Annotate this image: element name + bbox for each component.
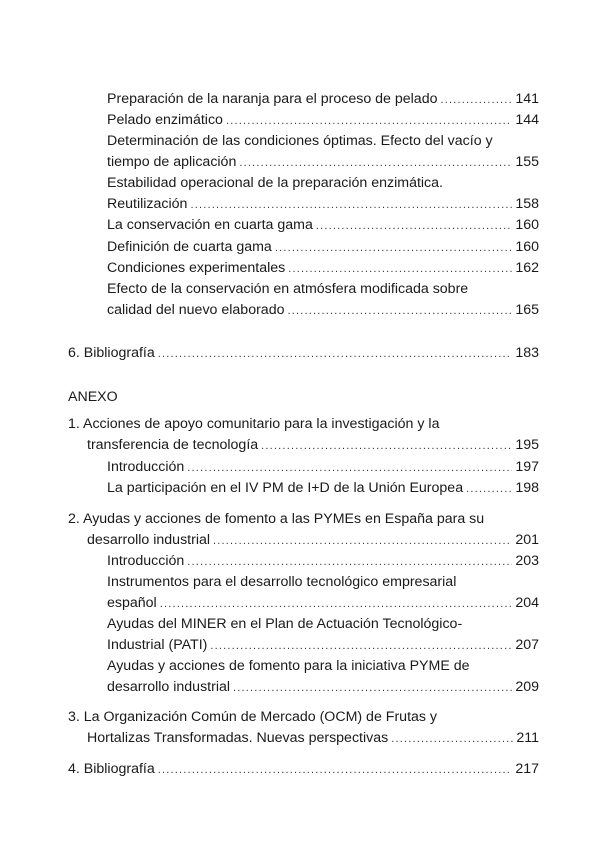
- leader-dots: [316, 218, 512, 232]
- toc-entry: [107, 195, 539, 215]
- toc-entry: [107, 259, 539, 279]
- toc-entry-continued: [107, 615, 539, 635]
- leader-dots: [160, 596, 513, 610]
- toc-entry-continued: [107, 132, 539, 152]
- toc-entry-title: 1. Acciones de apoyo comunitario para la investigación y la: [68, 416, 440, 432]
- leader-dots: [187, 460, 512, 474]
- leader-dots: [440, 92, 512, 106]
- toc-entry-title: Determinación de las condiciones óptimas. Efecto del vacío y: [107, 133, 493, 149]
- toc-entry-title: Ayudas y acciones de fomento para la iniciativa PYME de: [107, 658, 470, 674]
- toc-entry: [107, 238, 539, 258]
- toc-entry-page: 165: [515, 302, 539, 318]
- toc-entry-page: 158: [515, 196, 539, 212]
- toc-entry-page: 201: [515, 532, 539, 548]
- toc-entry-title: Efecto de la conservación en atmósfera modificada sobre: [107, 281, 469, 297]
- toc-entry-title: Introducción: [107, 553, 185, 569]
- toc-entry-page: 155: [515, 154, 539, 170]
- toc-entry: [87, 729, 539, 749]
- toc-entry-title: Ayudas del MINER en el Plan de Actuación Tecnológico-: [107, 616, 463, 632]
- toc-entry-title: Reutilización: [107, 196, 188, 212]
- toc-entry-title: 6. Bibliografía: [68, 345, 155, 361]
- toc-entry-title: 3. La Organización Común de Mercado (OCM) de Frutas y: [68, 709, 438, 725]
- toc-entry: [107, 678, 539, 698]
- toc-entry-title: desarrollo industrial: [87, 532, 211, 548]
- toc-entry: [107, 552, 539, 572]
- toc-entry-page: 198: [515, 480, 539, 496]
- toc-entry-page: 207: [515, 637, 539, 653]
- toc-entry: [107, 216, 539, 236]
- leader-dots: [226, 113, 512, 127]
- toc-entry-title: español: [107, 595, 157, 611]
- toc-entry-title: Introducción: [107, 459, 185, 475]
- toc-entry-continued: [68, 510, 539, 530]
- toc-entry: [107, 594, 539, 614]
- toc-entry: [87, 531, 539, 551]
- toc-entry: [107, 479, 539, 499]
- toc-entry: [107, 153, 539, 173]
- toc-entry-page: 209: [515, 679, 539, 695]
- toc-entry-title: Hortalizas Transformadas. Nuevas perspectivas: [87, 730, 389, 746]
- toc-entry: [107, 636, 539, 656]
- toc-entry: [87, 436, 539, 456]
- toc-entry: [107, 301, 539, 321]
- toc-entry: [107, 111, 539, 131]
- toc-entry: [68, 760, 539, 780]
- toc-entry-title: Instrumentos para el desarrollo tecnológico empresarial: [107, 574, 457, 590]
- toc-entry-title: Estabilidad operacional de la preparación enzimática.: [107, 175, 443, 191]
- leader-dots: [213, 533, 512, 547]
- leader-dots: [466, 481, 512, 495]
- toc-entry-continued: [107, 174, 539, 194]
- leader-dots: [275, 240, 513, 254]
- toc-entry-title: Pelado enzimático: [107, 112, 223, 128]
- toc-entry: [107, 458, 539, 478]
- leader-dots: [287, 303, 512, 317]
- toc-entry-page: 197: [515, 459, 539, 475]
- toc-entry-title: 2. Ayudas y acciones de fomento a las PYMEs en España para su: [68, 511, 485, 527]
- toc-entry-continued: [107, 657, 539, 677]
- toc-entry-title: calidad del nuevo elaborado: [107, 302, 285, 318]
- toc-entry-title: Condiciones experimentales: [107, 260, 286, 276]
- anexo-heading: ANEXO: [68, 389, 118, 405]
- leader-dots: [158, 346, 513, 360]
- toc-entry-page: 160: [515, 217, 539, 233]
- toc-entry-page: 141: [515, 91, 539, 107]
- toc-entry-page: 217: [515, 761, 539, 777]
- toc-entry: [107, 90, 539, 110]
- toc-entry-page: 204: [515, 595, 539, 611]
- toc-entry-title: Definición de cuarta gama: [107, 239, 272, 255]
- toc-entry-title: 4. Bibliografía: [68, 761, 155, 777]
- leader-dots: [239, 155, 512, 169]
- toc-entry-title: desarrollo industrial: [107, 679, 231, 695]
- leader-dots: [187, 554, 512, 568]
- toc-entry-page: 195: [515, 437, 539, 453]
- toc-entry-page: 183: [515, 345, 539, 361]
- leader-dots: [391, 731, 513, 745]
- toc-entry-page: 160: [515, 239, 539, 255]
- toc-entry-page: 203: [515, 553, 539, 569]
- toc-entry-page: 162: [515, 260, 539, 276]
- leader-dots: [233, 680, 512, 694]
- toc-entry-title: Preparación de la naranja para el proceso de pelado: [107, 91, 438, 107]
- toc-entry-continued: [68, 415, 539, 435]
- toc-entry-title: Industrial (PATI): [107, 637, 208, 653]
- toc-entry-title: transferencia de tecnología: [87, 437, 259, 453]
- leader-dots: [288, 261, 512, 275]
- toc-entry-continued: [107, 573, 539, 593]
- toc-entry-page: 211: [516, 730, 539, 746]
- toc-entry-title: La conservación en cuarta gama: [107, 217, 313, 233]
- toc-entry-continued: [68, 708, 539, 728]
- toc-entry-title: La participación en el IV PM de I+D de la Unión Europea: [107, 480, 464, 496]
- toc-entry-title: tiempo de aplicación: [107, 154, 237, 170]
- leader-dots: [210, 638, 512, 652]
- leader-dots: [158, 762, 513, 776]
- toc-entry-continued: [107, 280, 539, 300]
- leader-dots: [190, 197, 512, 211]
- toc-entry-page: 144: [515, 112, 539, 128]
- toc-entry: [68, 344, 539, 364]
- leader-dots: [261, 438, 512, 452]
